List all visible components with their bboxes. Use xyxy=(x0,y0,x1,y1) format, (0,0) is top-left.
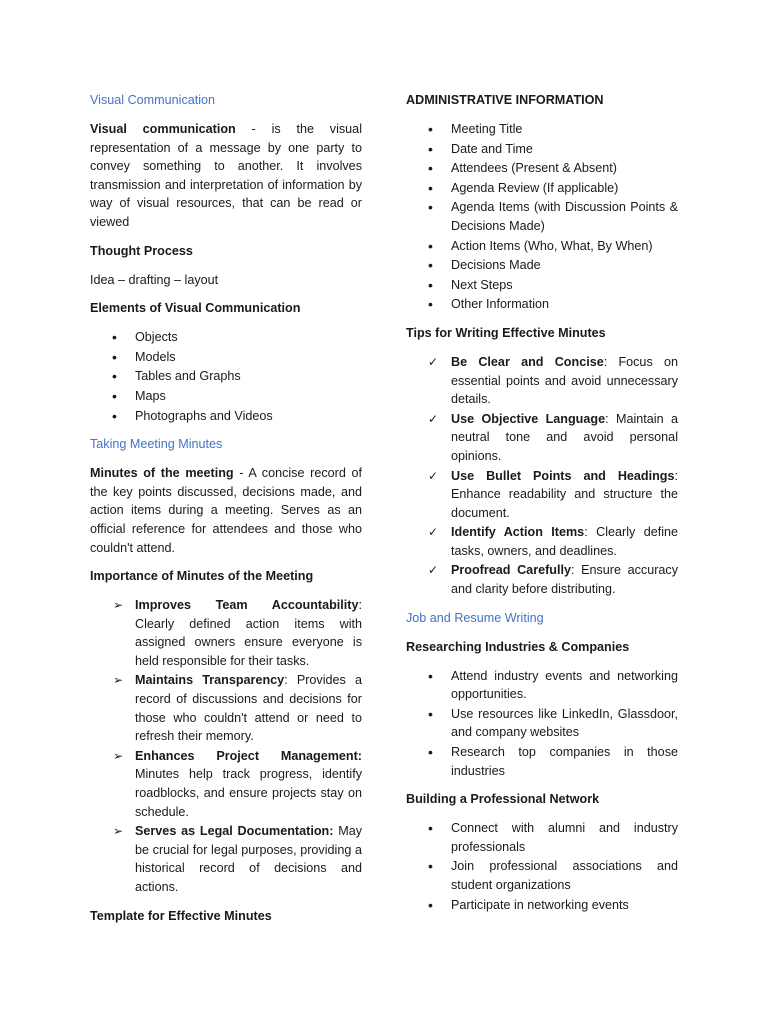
list-item: • Other Information xyxy=(428,296,549,313)
bullet-icon: • xyxy=(112,387,117,404)
bullet-icon: • xyxy=(428,179,433,196)
list-item: • Photographs and Videos xyxy=(112,407,273,424)
list-item: • Meeting Title xyxy=(428,121,523,137)
arrow-icon: ➢ xyxy=(113,824,124,839)
bullet-icon: • xyxy=(428,705,433,722)
list-item: • Agenda Items (with Discussion Points & Decisions Made) xyxy=(428,199,678,233)
bullet-icon: • xyxy=(428,160,433,177)
heading-thought-process: Thought Process xyxy=(90,243,193,258)
section-title-visual-communication: Visual Communication xyxy=(90,93,216,107)
list-item: • Join professional associations and student organizations xyxy=(428,858,678,892)
checkmark-icon: ✓ xyxy=(428,563,439,578)
arrow-icon: ➢ xyxy=(113,598,124,613)
checkmark-icon: ✓ xyxy=(428,468,439,483)
bullet-icon: • xyxy=(428,896,433,913)
bullet-icon: • xyxy=(428,744,433,761)
research-list xyxy=(406,667,678,781)
bullet-icon: • xyxy=(428,858,433,875)
heading-research: Researching Industries & Companies xyxy=(406,639,630,654)
list-item: ➢ Improves Team Accountability: Clearly defined action items with assigned owners ensure everyone is held responsible for their tasks. xyxy=(113,598,362,668)
list-item: • Research top companies in those industries xyxy=(428,744,678,778)
checkmark-icon: ✓ xyxy=(428,354,439,369)
list-item: • Decisions Made xyxy=(428,257,541,274)
list-item: • Next Steps xyxy=(428,276,513,293)
list-item: • Action Items (Who, What, By When) xyxy=(428,237,653,254)
arrow-icon: ➢ xyxy=(113,748,124,763)
section-title-job-resume: Job and Resume Writing xyxy=(406,610,544,625)
bullet-icon: • xyxy=(428,140,433,157)
list-item: ✓ Use Objective Language: Maintain a neutral tone and avoid personal opinions. xyxy=(428,411,678,463)
network-list xyxy=(406,819,678,914)
right-column xyxy=(406,91,678,924)
list-item: • Agenda Review (If applicable) xyxy=(428,179,619,196)
minutes-definition xyxy=(90,464,362,557)
list-item: ➢ Serves as Legal Documentation: May be crucial for legal purposes, providing a historical record of decisions and actions. xyxy=(113,824,362,894)
bullet-icon: • xyxy=(112,329,117,346)
heading-template: Template for Effective Minutes xyxy=(90,908,272,923)
list-item: • Objects xyxy=(112,329,178,346)
bullet-icon: • xyxy=(112,407,117,424)
thought-process-text: Idea – drafting – layout xyxy=(90,272,219,287)
heading-elements: Elements of Visual Communication xyxy=(90,301,301,316)
checkmark-icon: ✓ xyxy=(428,525,439,540)
list-item: • Date and Time xyxy=(428,140,533,157)
heading-importance: Importance of Minutes of the Meeting xyxy=(90,569,314,584)
list-item: • Attendees (Present & Absent) xyxy=(428,160,617,177)
definition-term: Minutes of the meeting xyxy=(90,466,234,481)
list-item: ➢ Enhances Project Management: Minutes help track progress, identify roadblocks, and ensure projects stay on schedule. xyxy=(113,748,362,819)
tips-list xyxy=(406,353,678,599)
bullet-icon: • xyxy=(428,820,433,837)
bullet-icon: • xyxy=(428,667,433,684)
list-item: ✓ Be Clear and Concise: Focus on essential points and avoid unnecessary details. xyxy=(428,354,678,407)
bullet-icon: • xyxy=(428,199,433,216)
list-item: ✓ Proofread Carefully: Ensure accuracy and clarity before distributing. xyxy=(428,563,678,597)
list-item: • Attend industry events and networking opportunities. xyxy=(428,667,678,702)
list-item: • Participate in networking events xyxy=(428,896,629,913)
list-item: • Models xyxy=(112,348,176,365)
list-item: ➢ Maintains Transparency: Provides a record of discussions and decisions for those who couldn't attend or need to refresh their memory. xyxy=(113,673,362,744)
definition-text: - is the visual representation of a message by one party to convey something to another. It involves transmission and interpretation of information by way of visual resources, that can be read or viewed xyxy=(90,122,362,229)
heading-network: Building a Professional Network xyxy=(406,792,600,807)
definition-text: - A concise record of the key points discussed, decisions made, and action items during a meeting. Serves as an official reference for attendees and those who couldn't attend. xyxy=(90,466,362,555)
list-item: • Use resources like LinkedIn, Glassdoor, and company websites xyxy=(428,705,678,740)
list-item: • Maps xyxy=(112,387,166,404)
left-column xyxy=(90,91,362,936)
list-item: ✓ Identify Action Items: Clearly define tasks, owners, and deadlines. xyxy=(428,525,679,558)
list-item: • Tables and Graphs xyxy=(112,368,241,385)
bullet-icon: • xyxy=(112,348,117,365)
list-item: ✓ Use Bullet Points and Headings: Enhance readability and structure the document. xyxy=(428,468,678,520)
elements-list xyxy=(90,328,362,425)
arrow-icon: ➢ xyxy=(113,673,124,688)
visual-communication-definition xyxy=(90,120,362,232)
checkmark-icon: ✓ xyxy=(428,411,439,426)
section-title-meeting-minutes: Taking Meeting Minutes xyxy=(90,437,223,452)
bullet-icon: • xyxy=(428,121,433,137)
bullet-icon: • xyxy=(112,368,117,385)
bullet-icon: • xyxy=(428,237,433,254)
bullet-icon: • xyxy=(428,276,433,293)
list-item: • Connect with alumni and industry professionals xyxy=(428,820,678,854)
bullet-icon: • xyxy=(428,257,433,274)
admin-list xyxy=(406,120,678,314)
bullet-icon: • xyxy=(428,296,433,313)
definition-term: Visual communication xyxy=(90,122,236,136)
heading-administrative-information: ADMINISTRATIVE INFORMATION xyxy=(406,93,604,107)
importance-list xyxy=(90,596,362,897)
heading-tips: Tips for Writing Effective Minutes xyxy=(406,325,606,340)
